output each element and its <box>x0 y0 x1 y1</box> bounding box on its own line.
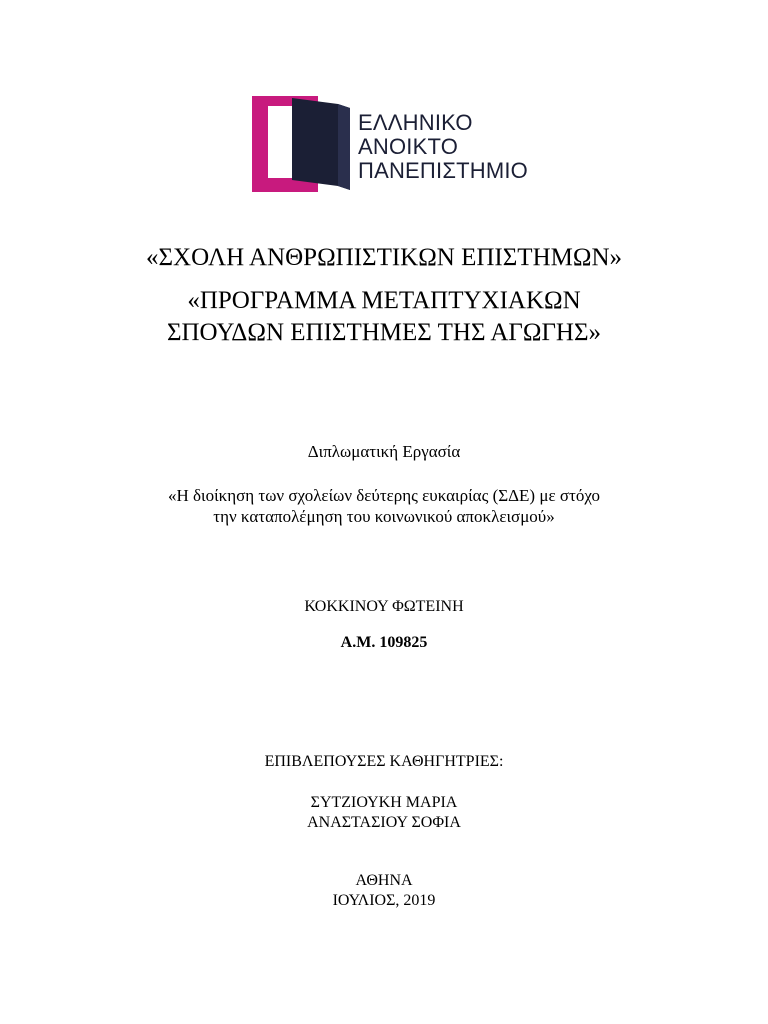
author-name: ΚΟΚΚΙΝΟΥ ΦΩΤΕΙΝΗ <box>304 598 464 615</box>
logo-line-1: ΕΛΛΗΝΙΚΟ <box>358 110 473 135</box>
supervisor-name: ΣΥΤΖΙΟΥΚΗ ΜΑΡΙΑ <box>310 794 458 811</box>
university-logo <box>252 94 532 194</box>
thesis-title <box>0 485 768 527</box>
supervisors-list <box>0 793 768 833</box>
logo-wordmark <box>358 111 528 183</box>
logo-emblem-icon <box>252 94 354 194</box>
supervisors-label: ΕΠΙΒΛΕΠΟΥΣΕΣ ΚΑΘΗΓΗΤΡΙΕΣ: <box>264 753 504 770</box>
logo-line-2: ΑΝΟΙΚΤΟ <box>358 134 459 159</box>
program-line-2: ΣΠΟΥΔΩΝ ΕΠΙΣΤΗΜΕΣ ΤΗΣ ΑΓΩΓΗΣ» <box>166 319 602 346</box>
student-id: Α.Μ. 109825 <box>340 634 428 651</box>
program-line-1: «ΠΡΟΓΡΑΜΜΑ ΜΕΤΑΠΤΥΧΙΑΚΩΝ <box>187 287 581 314</box>
place-and-date <box>0 871 768 911</box>
program-name <box>0 285 768 349</box>
thesis-title-line-2: την καταπολέμηση του κοινωνικού αποκλεισμού» <box>213 507 555 526</box>
supervisor-name: ΑΝΑΣΤΑΣΙΟΥ ΣΟΦΙΑ <box>307 814 461 831</box>
date: ΙΟΥΛΙΟΣ, 2019 <box>332 892 436 909</box>
school-name: «ΣΧΟΛΗ ΑΝΘΡΩΠΙΣΤΙΚΩΝ ΕΠΙΣΤΗΜΩΝ» <box>145 244 622 271</box>
thesis-title-line-1: «Η διοίκηση των σχολείων δεύτερης ευκαιρίας (ΣΔΕ) με στόχο <box>167 486 601 505</box>
logo-line-3: ΠΑΝΕΠΙΣΤΗΜΙΟ <box>358 158 528 183</box>
city: ΑΘΗΝΑ <box>355 872 413 889</box>
thesis-type-label: Διπλωματική Εργασία <box>307 442 461 461</box>
